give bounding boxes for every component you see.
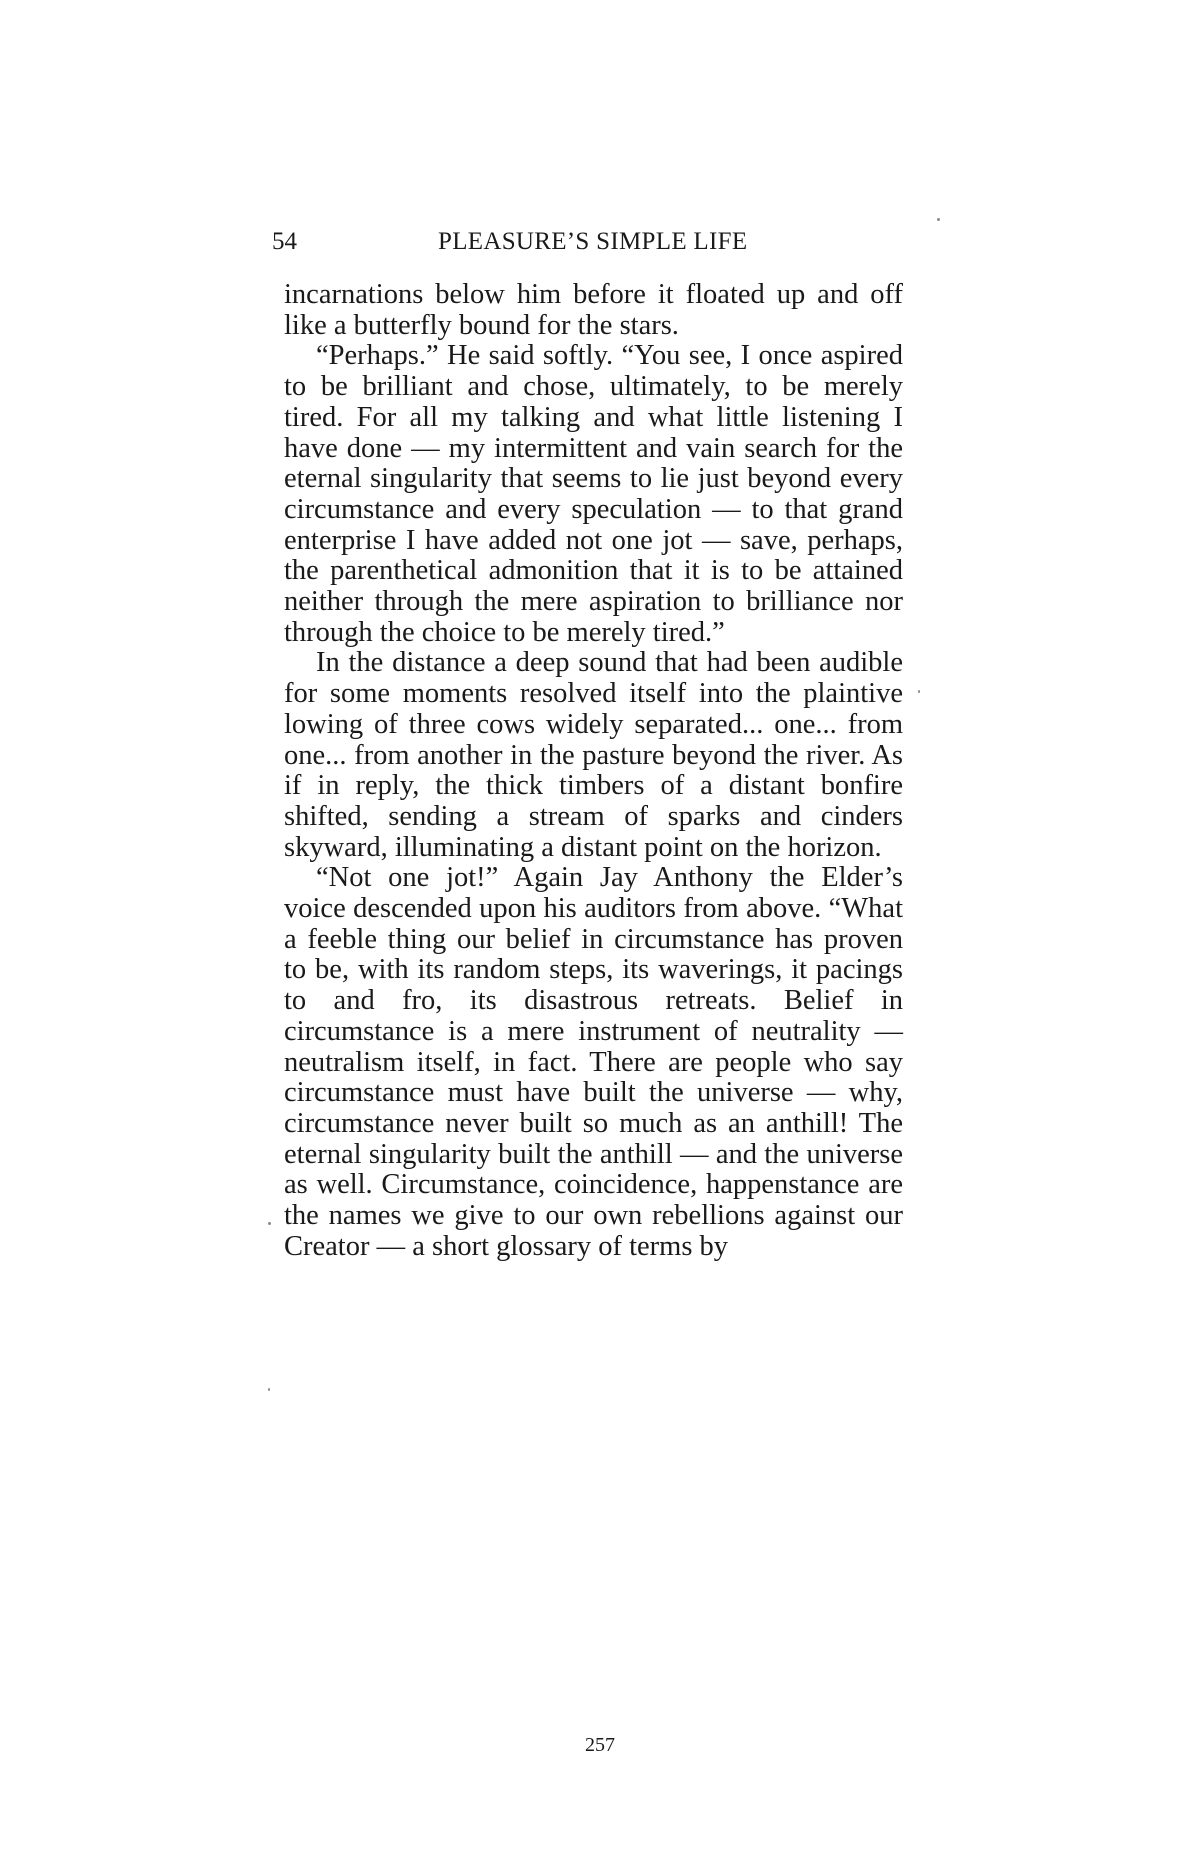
sheet-number: 257 — [585, 1734, 615, 1756]
running-head — [272, 224, 912, 260]
scan-speck — [937, 218, 940, 221]
paragraph: “Not one jot!” Again Jay Anthony the Elder’s voice descended upon his auditors from above. “What a feeble thing our belief in circumstance has proven to be, with its random steps, its waverings, it pacings to and fro, its disastrous retreats. Belief in circumstance is a mere instrument of neutrality — neutralism itself, in fact. There are people who say circumstance must have built the universe — why, circumstance never built so much as an anthill! The eternal singularity built the anthill — and the universe as well. Circumstance, coincidence, happenstance are the names we give to our own rebellions against our Creator — a short glossary of terms by — [284, 862, 903, 1262]
body-text — [284, 280, 903, 1263]
scan-speck — [268, 1222, 271, 1225]
scan-speck — [268, 1388, 270, 1391]
paragraph-continued: incarnations below him before it floated up and off like a butterfly bound for the stars. — [284, 279, 903, 341]
paragraph: “Perhaps.” He said softly. “You see, I once aspired to be brilliant and chose, ultimately, to be merely tired. For all my talking and what little listening I have done — my intermittent and vain search for the eternal singularity that seems to lie just beyond every circumstance and every speculation — to that grand enterprise I have added not one jot — save, perhaps, the parenthetical admonition that it is to be attained neither through the mere aspiration to brilliance nor through the choice to be merely tired.” — [284, 340, 903, 648]
paragraph: In the distance a deep sound that had been audible for some moments resolved itself into the plaintive lowing of three cows widely separated... one... from one... from another in the pasture beyond the river. As if in reply, the thick timbers of a distant bonfire shifted, sending a stream of sparks and cinders skyward, illuminating a distant point on the horizon. — [284, 647, 903, 863]
scan-speck — [918, 690, 920, 693]
page-number: 54 — [272, 228, 297, 255]
running-title: PLEASURE’S SIMPLE LIFE — [438, 228, 748, 255]
